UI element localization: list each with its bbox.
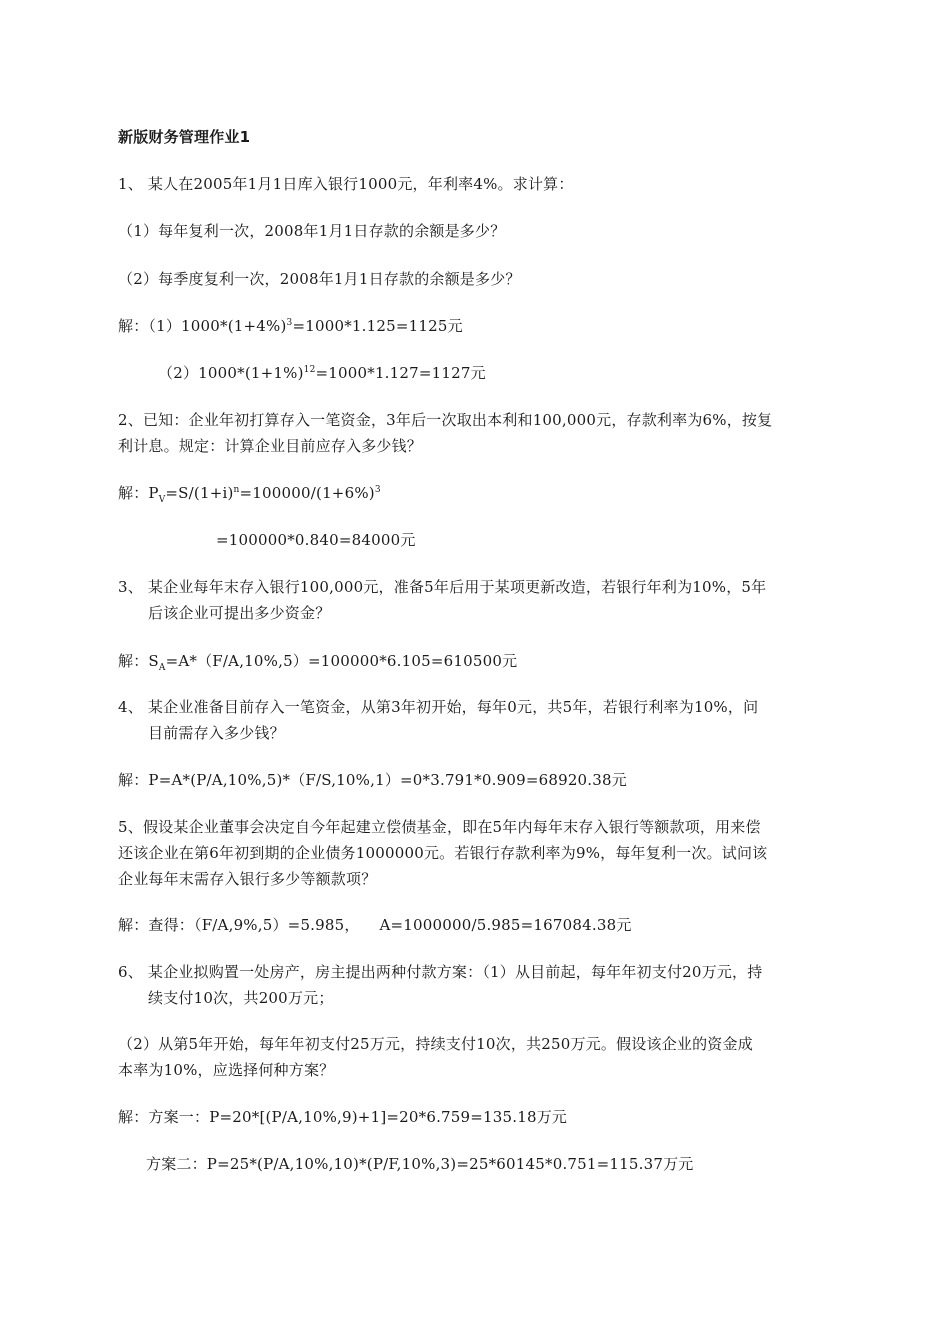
- exponent: 3: [286, 318, 293, 328]
- answer-1-part-2-b: =1000*1.127=1127元: [315, 364, 486, 382]
- question-6-line-1: 6、 某企业拟购置一处房产，房主提出两种付款方案：（1）从目前起，每年年初支付20万元，持: [118, 963, 763, 981]
- question-1-part-1: （1）每年复利一次，2008年1月1日存款的余额是多少？: [118, 222, 506, 240]
- answer-3-a: 解：S: [118, 652, 159, 670]
- document-title: 新版财务管理作业1: [118, 128, 251, 146]
- question-3-line-1: 3、 某企业每年末存入银行100,000元，准备5年后用于某项更新改造，若银行年利为10%，5年: [118, 578, 767, 596]
- subscript: V: [158, 495, 166, 505]
- question-1: 1、 某人在2005年1月1日库入银行1000元，年利率4%。求计算：: [118, 175, 574, 193]
- question-5-line-2: 还该企业在第6年初到期的企业债务1000000元。若银行存款利率为9%，每年复利一次。试问该: [118, 844, 768, 862]
- answer-6-plan-2: 方案二：P=25*(P/A,10%,10)*(P/F,10%,3)=25*60145*0.751=115.37万元: [146, 1155, 694, 1173]
- question-6-line-2: 续支付10次，共200万元；: [148, 989, 334, 1007]
- question-2-line-2: 利计息。规定：计算企业目前应存入多少钱？: [118, 437, 423, 455]
- answer-1-part-1: [118, 315, 463, 337]
- answer-2-c: =100000/(1+6%): [239, 484, 375, 502]
- answer-2-b: =S/(1+i): [165, 484, 234, 502]
- answer-6-plan-1: 解：方案一：P=20*[(P/A,10%,9)+1]=20*6.759=135.18万元: [118, 1108, 568, 1126]
- subscript: A: [158, 663, 166, 673]
- question-5-line-3: 企业每年末需存入银行多少等额款项？: [118, 870, 377, 888]
- question-1-part-2: （2）每季度复利一次，2008年1月1日存款的余额是多少？: [118, 270, 521, 288]
- question-6-line-4: 本率为10%，应选择何种方案？: [118, 1061, 335, 1079]
- answer-5: 解：查得：（F/A,9%,5）=5.985， A=1000000/5.985=167084.38元: [118, 916, 632, 934]
- exponent: n: [233, 485, 240, 495]
- answer-2-a: 解：P: [118, 484, 159, 502]
- answer-1-part-1-b: =1000*1.125=1125元: [292, 317, 463, 335]
- answer-1-part-2-a: （2）1000*(1+1%): [158, 364, 304, 382]
- question-2-line-1: 2、已知：企业年初打算存入一笔资金，3年后一次取出本利和100,000元，存款利率为6%，按复: [118, 411, 773, 429]
- question-4-line-1: 4、 某企业准备目前存入一笔资金，从第3年初开始，每年0元，共5年，若银行利率为10%，问: [118, 698, 759, 716]
- question-3-line-2: 后该企业可提出多少资金？: [148, 604, 331, 622]
- answer-4: 解：P=A*(P/A,10%,5)*（F/S,10%,1）=0*3.791*0.909=68920.38元: [118, 771, 627, 789]
- answer-3-b: =A*（F/A,10%,5）=100000*6.105=610500元: [165, 652, 518, 670]
- exponent: 3: [374, 485, 381, 495]
- exponent: 12: [303, 365, 316, 375]
- question-4-line-2: 目前需存入多少钱？: [148, 724, 285, 742]
- question-6-line-3: （2）从第5年开始，每年年初支付25万元，持续支付10次，共250万元。假设该企业的资金成: [118, 1035, 753, 1053]
- answer-1-part-2: [158, 362, 486, 384]
- answer-2-line-2: =100000*0.840=84000元: [216, 531, 416, 549]
- answer-2-line-1: [118, 482, 381, 504]
- question-5-line-1: 5、假设某企业董事会决定自今年起建立偿债基金，即在5年内每年末存入银行等额款项，用来偿: [118, 818, 761, 836]
- answer-1-part-1-a: 解：（1）1000*(1+4%): [118, 317, 287, 335]
- answer-3: [118, 650, 517, 672]
